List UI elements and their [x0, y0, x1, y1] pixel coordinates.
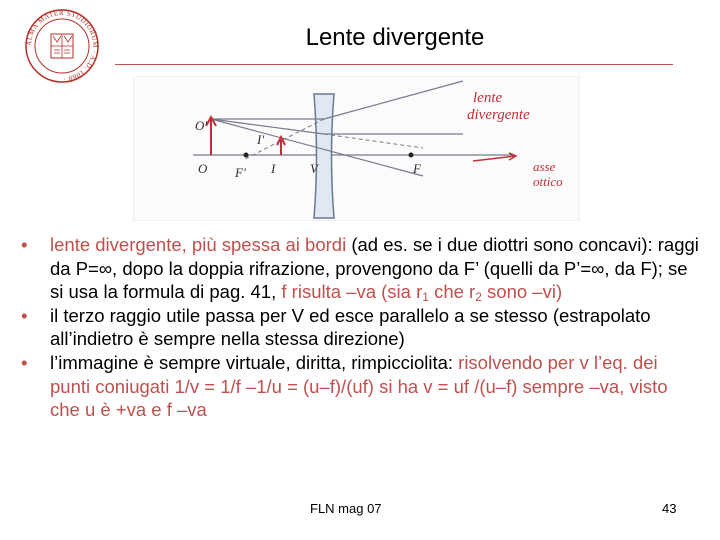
bullet-text-segment: 1 [422, 290, 429, 305]
bullet-text-segment: 2 [475, 290, 482, 305]
bullet-marker: • [21, 304, 28, 326]
label-asse-ottico: asse ottico [533, 159, 563, 189]
bullet-text-segment: lente divergente, più spessa ai bordi [50, 234, 347, 255]
focal-point-f-prime [244, 153, 249, 158]
label-i-prime: I' [257, 132, 265, 147]
bullet-text-segment: l’immagine è sempre virtuale, diritta, rimpicciolita: [50, 351, 459, 373]
bullet-text-segment: (ad es. se i due diottri sono concavi): raggi da P=∞, dopo la doppia rifrazione, provengono da F’ (quelli da P’=∞, da F); se si usa la formula di pag. 41, [50, 234, 699, 303]
bullet-marker: • [21, 351, 28, 373]
title-divider [115, 64, 673, 65]
lens-shape [314, 94, 334, 218]
label-lente-divergente: lente divergente [467, 90, 530, 123]
label-f: F [413, 161, 421, 176]
bullet-item [20, 351, 700, 422]
bullet-text-segment: sono –vi) [481, 281, 563, 303]
bullet-marker: • [21, 234, 28, 255]
bullet-item [20, 304, 700, 351]
label-o: O [198, 161, 208, 176]
slide-title: Lente divergente [305, 24, 485, 51]
bullet-text-segment: il terzo raggio utile passa per V ed esce parallelo a se stesso (estrapolato all’indietro è sempre nella stessa direzione) [50, 304, 651, 350]
bullet-item [20, 233, 700, 304]
diverging-lens-diagram [133, 76, 580, 221]
page-number: 43 [662, 501, 677, 516]
bullet-text-segment: risolvendo per v l’eq. dei punti coniugati 1/v = 1/f –1/u = (u–f)/(uf) si ha v = uf /(u–f) sempre –va, visto che u è +va e f –va [50, 351, 668, 421]
university-seal-logo [24, 8, 100, 84]
footer-text: FLN mag 07 [310, 501, 382, 516]
label-o-prime: O' [195, 118, 208, 133]
label-f-prime: F' [235, 165, 246, 180]
focal-point-f [409, 153, 414, 158]
bullet-list [20, 233, 700, 422]
label-v: V [310, 161, 318, 176]
svg-text:ALMA MATER STUDIORUM · A.D. 10: ALMA MATER STUDIORUM · A.D. 1088 · [24, 8, 100, 84]
bullet-text-segment: che r [428, 281, 476, 303]
label-i: I [271, 161, 276, 176]
bullet-text-segment: f risulta –va (sia r [281, 281, 423, 303]
